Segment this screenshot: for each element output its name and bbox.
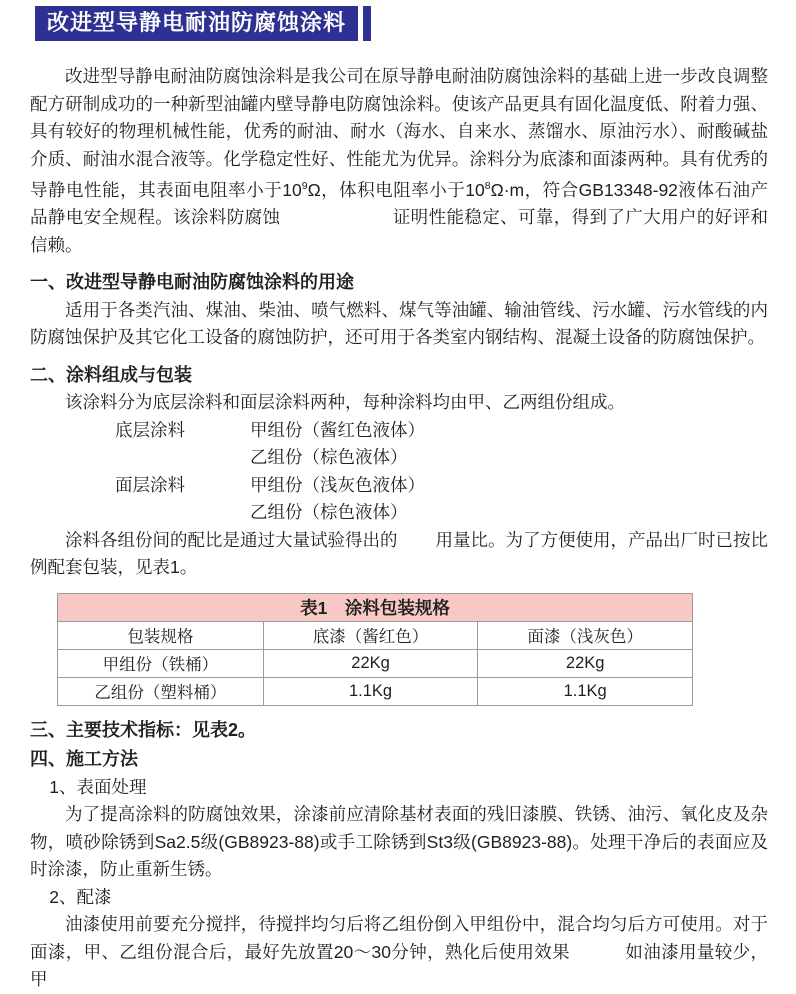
page-title: 改进型导静电耐油防腐蚀涂料 [47, 10, 347, 35]
composition-note-b: 用量比。为了方便使用，产品出厂时已按比例配套包装，见表1。 [30, 529, 768, 578]
method-step-2-heading: 2、配漆 [49, 886, 112, 907]
composition-row [115, 417, 796, 445]
title-box [35, 6, 358, 41]
composition-row [115, 472, 796, 500]
intro-paragraph [30, 63, 768, 259]
method-step-2-text-a: 油漆使用前要充分搅拌，待搅拌均匀后将乙组份倒入甲组份中，混合均匀后方可使用。对于面漆，甲、乙组份混合后，最好先放置20～30分钟，熟化后使用效果 [30, 914, 768, 962]
table-cell: 1.1Kg [263, 677, 478, 705]
intro-text-1: 改进型导静电耐油防腐蚀涂料是我公司在原导静电耐油防腐蚀涂料的基础上进一步改良调整配方研制成功的一种新型油罐内壁导静电防腐蚀涂料。使该产品更具有固化温度低、附着力强、具有较好的物理机械性能，优秀的耐油、耐水（海水、自来水、蒸馏水、原油污水）、耐酸碱盐介质、耐油水混合液等。化学稳定性好、性能尤为优异。涂料分为底漆和面漆两种。具有优秀的导静电性能，其表面电阻率小于10 [30, 66, 768, 200]
composition-row [115, 499, 796, 527]
table-row [58, 677, 693, 705]
document-page [0, 6, 796, 990]
intro-text-2: Ω，体积电阻率小于10 [307, 179, 485, 200]
section-2-heading: 二、涂料组成与包装 [30, 364, 192, 385]
layer-component: 甲组份（酱红色液体） [250, 419, 425, 440]
table-header-cell: 面漆（浅灰色） [478, 621, 693, 649]
table-header-cell: 包装规格 [58, 621, 264, 649]
method-step-2-text-b: 如油漆用量较少，甲 [30, 941, 768, 990]
table-cell: 乙组份（塑料桶） [58, 677, 264, 705]
layer-label: 面层涂料 [115, 474, 185, 495]
redacted-blank-medium [570, 957, 625, 958]
table-cell: 22Kg [478, 649, 693, 677]
redacted-blank-large [280, 222, 392, 223]
layer-component: 乙组份（棕色液体） [250, 502, 408, 523]
redacted-blank-small [398, 545, 436, 546]
layer-component: 甲组份（浅灰色液体） [250, 474, 425, 495]
packing-spec-table [57, 593, 693, 706]
intro-text-4: 证明性能稳定、可靠，得到了广大用户的好评和信赖。 [30, 207, 769, 255]
document-title-banner [35, 6, 796, 41]
section-1-heading: 一、改进型导静电耐油防腐蚀涂料的用途 [30, 272, 354, 293]
composition-note [30, 527, 768, 582]
method-step-1-heading: 1、表面处理 [49, 776, 147, 797]
section-3-heading: 三、主要技术指标：见表2。 [30, 719, 257, 740]
table-cell: 1.1Kg [478, 677, 693, 705]
section-2-intro: 该涂料分为底层涂料和面层涂料两种，每种涂料均由甲、乙两组份组成。 [65, 392, 625, 413]
table-title: 表1 涂料包装规格 [58, 593, 693, 621]
title-accent-bar [363, 6, 371, 41]
intro-text-3: Ω·m，符合GB13348-92液体石油产品静电安全规程。该涂料防腐蚀 [30, 179, 768, 228]
table-header-row [58, 621, 693, 649]
table-cell: 甲组份（铁桶） [58, 649, 264, 677]
section-4-heading: 四、施工方法 [30, 749, 138, 770]
layer-component: 乙组份（棕色液体） [250, 447, 408, 468]
table-row [58, 649, 693, 677]
method-step-2-body [30, 911, 768, 994]
table-title-row [58, 593, 693, 621]
superscript-nine: 9 [301, 180, 308, 192]
layer-label: 底层涂料 [115, 419, 185, 440]
table-cell: 22Kg [263, 649, 478, 677]
superscript-eight: 8 [484, 180, 491, 192]
composition-row [115, 444, 796, 472]
composition-note-a: 涂料各组份间的配比是通过大量试验得出的 [65, 529, 398, 550]
section-1-body: 适用于各类汽油、煤油、柴油、喷气燃料、煤气等油罐、输油管线、污水罐、污水管线的内防腐蚀保护及其它化工设备的腐蚀防护，还可用于各类室内钢结构、混凝土设备的防腐蚀保护。 [30, 299, 768, 348]
method-step-1-body: 为了提高涂料的防腐蚀效果，涂漆前应清除基材表面的残旧漆膜、铁锈、油污、氧化皮及杂物，喷砂除锈到Sa2.5级(GB8923-88)或手工除锈到St3级(GB8923-88)。处理干净后的表面应及时涂漆，防止重新生锈。 [30, 804, 768, 880]
table-header-cell: 底漆（酱红色） [263, 621, 478, 649]
